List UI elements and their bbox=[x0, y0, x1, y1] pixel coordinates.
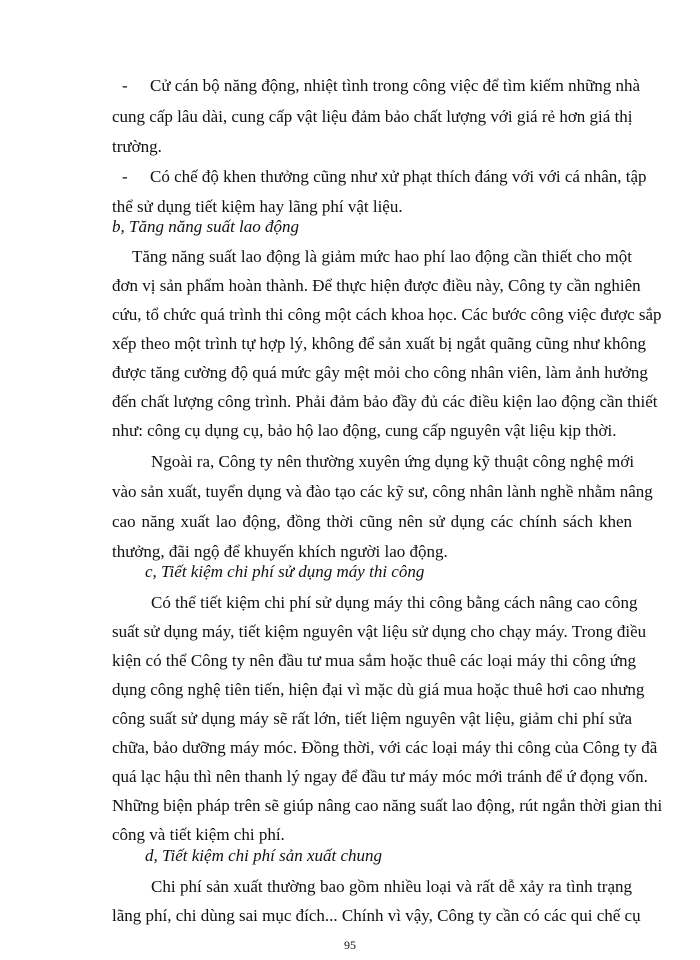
section-d-heading: d, Tiết kiệm chi phí sản xuất chung bbox=[145, 846, 383, 865]
section-b-p1-line-5: được tăng cường độ quá mức gây mệt mỏi cho công nhân viên, làm ảnh hưởng bbox=[112, 363, 648, 382]
section-c-heading: c, Tiết kiệm chi phí sử dụng máy thi công bbox=[145, 562, 425, 581]
section-c-p1-line-6: chữa, bảo dưỡng máy móc. Đồng thời, với các loại máy thi công của Công ty đã bbox=[112, 738, 658, 757]
section-b-p1-line-7: như: công cụ dụng cụ, bảo hộ lao động, cung cấp nguyên vật liệu kịp thời. bbox=[112, 421, 617, 440]
section-c-p1-line-9: công và tiết kiệm chi phí. bbox=[112, 825, 285, 844]
section-b-p2-line-1: Ngoài ra, Công ty nên thường xuyên ứng dụng kỹ thuật công nghệ mới bbox=[151, 452, 635, 471]
section-b-p2-line-3: cao năng xuất lao động, đồng thời cũng nên sử dụng các chính sách khen bbox=[112, 512, 632, 531]
bullet-dash: - bbox=[122, 76, 128, 95]
section-c-p1-line-8: Những biện pháp trên sẽ giúp nâng cao năng suất lao động, rút ngắn thời gian thi bbox=[112, 796, 663, 815]
bullet-dash: - bbox=[122, 167, 128, 186]
section-b-heading: b, Tăng năng suất lao động bbox=[112, 217, 300, 236]
section-b-p2-line-4: thưởng, đãi ngộ để khuyến khích người lao động. bbox=[112, 542, 448, 561]
section-c-p1-line-3: kiện có thể Công ty nên đầu tư mua sắm hoặc thuê các loại máy thi công ứng bbox=[112, 651, 637, 670]
section-c-p1-line-5: công suất sử dụng máy sẽ rất lớn, tiết liệm nguyên vật liệu, giảm chi phí sửa bbox=[112, 709, 632, 728]
section-b-p1-line-3: cứu, tổ chức quá trình thi công một cách khoa học. Các bước công việc được sắp bbox=[112, 305, 662, 324]
section-c-p1-line-1: Có thể tiết kiệm chi phí sử dụng máy thi công bằng cách nâng cao công bbox=[151, 593, 638, 612]
bullet-1-line-1: Cử cán bộ năng động, nhiệt tình trong công việc để tìm kiếm những nhà bbox=[150, 76, 641, 95]
section-b-p1-line-1: Tăng năng suất lao động là giảm mức hao phí lao động cần thiết cho một bbox=[132, 247, 632, 266]
section-b-p2-line-2: vào sản xuất, tuyển dụng và đào tạo các kỹ sư, công nhân lành nghề nhằm nâng bbox=[112, 482, 653, 501]
section-b-p1-line-4: xếp theo một trình tự hợp lý, không để sản xuất bị ngắt quãng cũng như không bbox=[112, 334, 647, 353]
section-c-p1-line-2: suất sử dụng máy, tiết kiệm nguyên vật liệu sử dụng cho chạy máy. Trong điều bbox=[112, 622, 647, 641]
page-number: 95 bbox=[344, 938, 356, 952]
bullet-2-line-1: Có chế độ khen thưởng cũng như xử phạt thích đáng với với cá nhân, tập bbox=[150, 167, 647, 186]
section-d-p1-line-2: lãng phí, chi dùng sai mục đích... Chính vì vậy, Công ty cần có các qui chế cụ bbox=[112, 906, 641, 925]
bullet-1-line-3: trường. bbox=[112, 137, 162, 156]
bullet-1-line-2: cung cấp lâu dài, cung cấp vật liệu đảm bảo chất lượng với giá rẻ hơn giá thị bbox=[112, 107, 633, 126]
section-d-p1-line-1: Chi phí sản xuất thường bao gồm nhiều loại và rất dễ xảy ra tình trạng bbox=[151, 877, 632, 896]
bullet-2-line-2: thể sử dụng tiết kiệm hay lãng phí vật liệu. bbox=[112, 197, 403, 216]
section-c-p1-line-7: quá lạc hậu thì nên thanh lý ngay để đầu tư máy móc mới tránh để ứ đọng vốn. bbox=[112, 767, 648, 786]
section-b-p1-line-6: đến chất lượng công trình. Phải đảm bảo đầy đủ các điều kiện lao động cần thiết bbox=[112, 392, 658, 411]
section-b-p1-line-2: đơn vị sản phẩm hoàn thành. Để thực hiện được điều này, Công ty cần nghiên bbox=[112, 276, 641, 295]
section-c-p1-line-4: dụng công nghệ tiên tiến, hiện đại vì mặc dù giá mua hoặc thuê hơi cao nhưng bbox=[112, 680, 645, 699]
